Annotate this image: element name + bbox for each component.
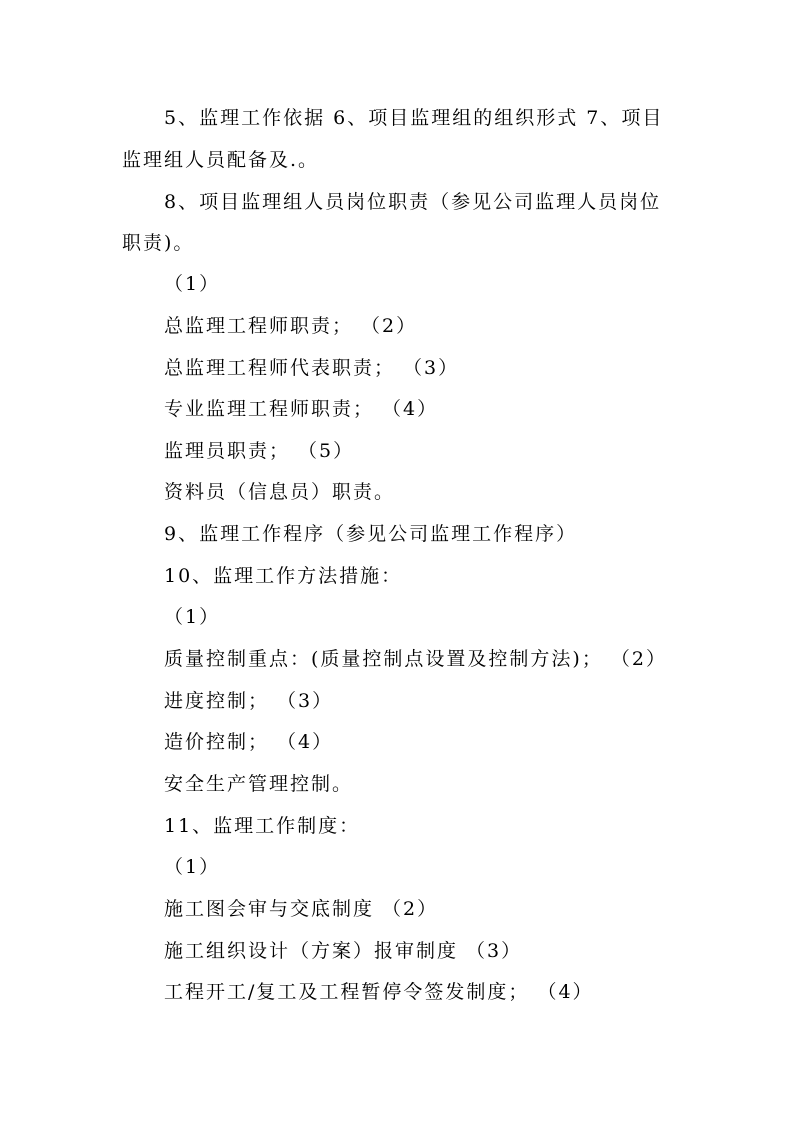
paragraph-line: 总监理工程师职责； （2） xyxy=(164,315,418,337)
paragraph-line: 8、项目监理组人员岗位职责（参见公司监理人员岗位 xyxy=(164,191,662,213)
paragraph-line: 总监理工程师代表职责； （3） xyxy=(164,357,460,379)
paragraph-line: 职责)。 xyxy=(122,232,195,254)
paragraph-line: 造价控制； （4） xyxy=(164,731,334,753)
section-heading: 11、监理工作制度： xyxy=(164,815,361,837)
paragraph-line: 进度控制； （3） xyxy=(164,690,334,712)
paragraph-line: 质量控制重点：(质量控制点设置及控制方法)； （2） xyxy=(164,648,667,670)
section-heading: 10、监理工作方法措施： xyxy=(164,565,403,587)
paragraph-line: 施工组织设计（方案）报审制度 （3） xyxy=(164,940,523,962)
paragraph-line: 专业监理工程师职责； （4） xyxy=(164,398,439,420)
paragraph-line: 施工图会审与交底制度 （2） xyxy=(164,898,439,920)
section-heading: 9、监理工作程序（参见公司监理工作程序） xyxy=(164,523,578,545)
paragraph-line: 资料员（信息员）职责。 xyxy=(164,481,396,503)
list-number: （1） xyxy=(164,856,221,878)
paragraph-line: 5、监理工作依据 6、项目监理组的组织形式 7、项目 xyxy=(164,107,664,129)
list-number: （1） xyxy=(164,606,221,628)
paragraph-line: 监理组人员配备及.。 xyxy=(122,149,320,171)
paragraph-line: 安全生产管理控制。 xyxy=(164,773,354,795)
list-number: （1） xyxy=(164,273,221,295)
paragraph-line: 工程开工/复工及工程暂停令签发制度； （4） xyxy=(164,981,594,1003)
paragraph-line: 监理员职责； （5） xyxy=(164,440,355,462)
